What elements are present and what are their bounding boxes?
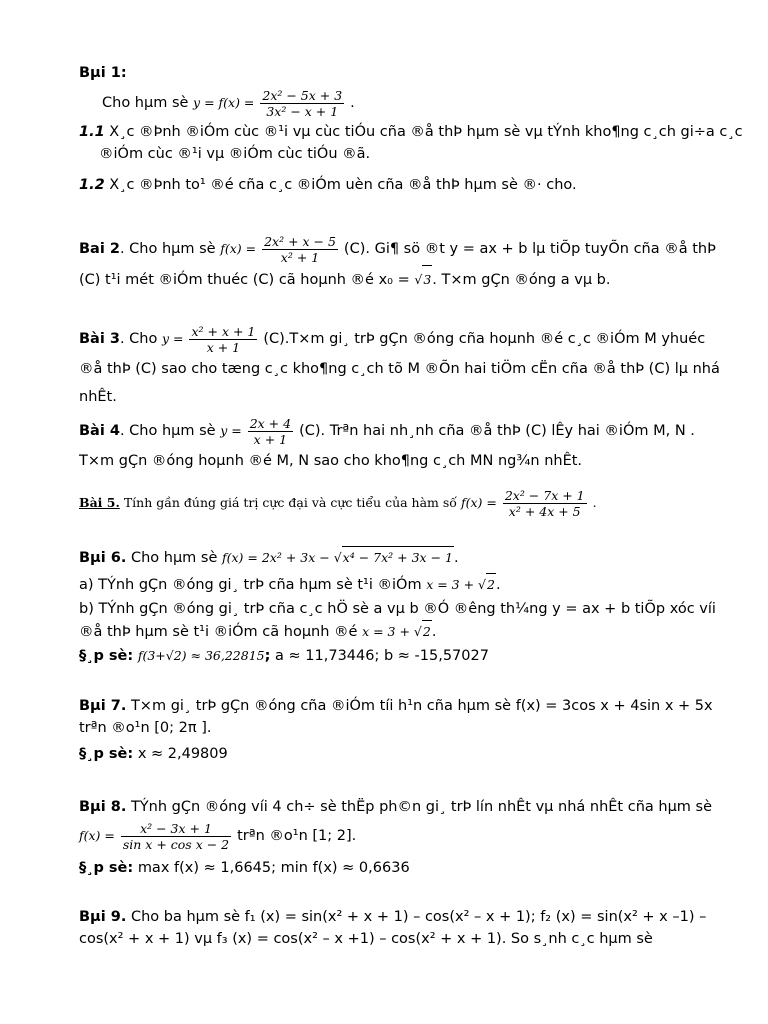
answer-separator: ; (264, 648, 271, 664)
problem-5-heading: Bài 5. (79, 495, 120, 510)
sqrt-radicand: x⁴ − 7x² + 3x − 1 (342, 546, 454, 569)
problem-1-statement (102, 88, 722, 119)
formula-lhs: y = (220, 423, 242, 438)
formula-lhs: f(x) = (79, 828, 115, 843)
statement-end: . (350, 95, 355, 111)
answer-label: §¸p sè: (79, 746, 134, 762)
point-expression: x = 3 + (362, 624, 410, 639)
part-b-text: b) TÝnh gÇn ®óng gi¸ trÞ cña c¸c hÖ sè a vµ b ®Ó ®êng th¼ng y = ax + b tiÕp xóc víi ®å thÞ hµm sè t¹i ®iÓm cã hoµnh ®é (79, 601, 716, 640)
answer-values: x ≈ 2,49809 (137, 746, 228, 762)
question-number: 1.1 (79, 124, 105, 140)
statement-end: . (592, 495, 597, 510)
problem-8 (79, 793, 727, 852)
problem-3-formula (161, 324, 263, 355)
answer-values: max f(x) ≈ 1,6645; min f(x) ≈ 0,6636 (137, 860, 410, 876)
question-text: X¸c ®Þnh ®iÓm cùc ®¹i vµ cùc tiÓu cña ®å thÞ hµm sè vµ tÝnh kho¶ng c¸ch gi÷a c¸c ®iÓm cùc ®¹i vµ ®iÓm cùc tiÓu ®ã. (99, 124, 743, 162)
fraction-denominator: sin x + cos x − 2 (122, 837, 230, 852)
problem-8-heading: Bµi 8. (79, 799, 127, 815)
formula-lhs: f(x) = (460, 495, 497, 510)
part-a-text: a) TÝnh gÇn ®óng gi¸ trÞ cña hµm sè t¹i ®iÓm (79, 577, 422, 593)
problem-8-text: TÝnh gÇn ®óng víi 4 ch÷ sè thËp ph©n gi¸ trÞ lín nhÊt vµ nhá nhÊt cña hµm sè (130, 799, 713, 815)
fraction-numerator: x² + x + 1 (191, 324, 256, 339)
problem-6-heading: Bµi 6. (79, 550, 127, 566)
problem-5 (79, 488, 727, 519)
point-expression: x = 3 + (426, 577, 475, 592)
formula-lhs: f(x) = (220, 241, 257, 256)
problem-7 (79, 695, 727, 739)
problem-9-text: Cho ba hµm sè f₁ (x) = sin(x² + x + 1) – cos(x² – x + 1); f₂ (x) = sin(x² + x –1) – cos(x² + x + 1) vµ f₃ (x) = cos(x² – x +1) – cos(x² + x + 1). So s¸nh c¸c hµm sè (79, 909, 707, 947)
problem-2-text: . T×m gÇn ®óng a vµ b. (432, 272, 611, 288)
statement-end: . (431, 624, 437, 640)
formula-fraction (503, 488, 587, 519)
part-b-point: x = 3 + √2 (362, 624, 432, 639)
answer-label: §¸p sè: (79, 648, 134, 664)
problem-1-question-1 (79, 121, 747, 165)
problem-6-part-b (79, 598, 727, 643)
problem-2-text: (C). Gi¶ sö ®t y = ax + b lµ tiÕp tuyÕn cña ®å thÞ (C) t¹i mét ®iÓm thuéc (C) cã hoµnh ®é x₀ = (79, 241, 716, 288)
sqrt-radicand: 2 (486, 573, 496, 596)
problem-2-text: . Cho hµm sè (119, 241, 216, 257)
formula-lhs: y = (161, 331, 184, 346)
problem-6-answer (79, 645, 727, 667)
problem-5-text: Tính gần đúng giá trị cực đại và cực tiểu của hàm số (123, 495, 457, 510)
problem-1-intro: Cho hµm sè (102, 95, 189, 111)
formula-fraction (260, 88, 344, 119)
formula-fraction (248, 416, 293, 447)
problem-6-part-a (79, 573, 727, 596)
problem-6-text: Cho hµm sè (130, 550, 218, 566)
fraction-numerator: x² − 3x + 1 (121, 821, 231, 837)
fraction-numerator: 2x² − 7x + 1 (504, 488, 585, 503)
problem-3-heading: Bài 3 (79, 331, 120, 347)
sqrt-radicand: 2 (422, 620, 432, 643)
part-a-point: x = 3 + √2 (426, 577, 496, 592)
problem-7-answer (79, 743, 727, 765)
problem-3-text: . Cho (119, 331, 158, 347)
problem-1 (79, 62, 727, 84)
problem-9-heading: Bµi 9. (79, 909, 127, 925)
problem-4-heading: Bài 4 (79, 423, 120, 439)
fraction-denominator: x² + 4x + 5 (508, 504, 581, 519)
problem-1-question-2 (79, 174, 727, 196)
problem-6-formula: f(x) = 2x² + 3x − √x⁴ − 7x² + 3x − 1 (222, 550, 454, 565)
problem-4-formula (220, 416, 299, 447)
formula-fraction (121, 821, 231, 852)
formula-lhs: y = f(x) = (193, 95, 255, 110)
statement-end: . (453, 550, 459, 566)
problem-8-text: trªn ®o¹n [1; 2]. (237, 828, 357, 844)
fraction-numerator: 2x² + x − 5 (264, 234, 336, 249)
formula-fraction (262, 234, 338, 265)
problem-1-formula (193, 88, 350, 119)
question-text: X¸c ®Þnh to¹ ®é cña c¸c ®iÓm uèn cña ®å thÞ hµm sè ®· cho. (109, 177, 577, 193)
sqrt-expression: √3 (414, 272, 432, 287)
fraction-denominator: x + 1 (206, 340, 241, 355)
sqrt-radicand: 3 (422, 265, 432, 294)
problem-5-formula (460, 488, 593, 519)
problem-4 (79, 416, 727, 475)
problem-7-heading: Bµi 7. (79, 698, 127, 714)
problem-6 (79, 546, 727, 569)
problem-4-text: . Cho hµm sè (119, 423, 216, 439)
fraction-denominator: x + 1 (253, 432, 288, 447)
formula-lhs: f(x) = 2x² + 3x − (221, 550, 330, 565)
problem-8-formula (79, 821, 237, 852)
problem-1-heading: Bµi 1: (79, 65, 127, 81)
problem-7-text: T×m gi¸ trÞ gÇn ®óng cña ®iÓm tíi h¹n cña hµm sè f(x) = 3cos x + 4sin x + 5x trªn ®o¹n [0; 2π ]. (79, 698, 713, 736)
problem-9 (79, 906, 727, 950)
problem-4-text: (C). Trªn hai nh¸nh cña ®å thÞ (C) lÊy hai ®iÓm M, N . T×m gÇn ®óng hoµnh ®é M, N sao cho kho¶ng c¸ch MN ng¾n nhÊt. (79, 423, 695, 469)
problem-3 (79, 324, 727, 411)
problem-8-answer (79, 857, 727, 879)
problem-2-heading: Bai 2 (79, 241, 120, 257)
statement-end: . (495, 577, 501, 593)
problem-2-formula (220, 234, 344, 265)
answer-expression: f(3+√2) ≈ 36,22815 (137, 648, 265, 663)
answer-values: a ≈ 11,73446; b ≈ -15,57027 (275, 648, 489, 664)
fraction-denominator: x² + 1 (280, 250, 320, 265)
fraction-denominator: 3x² − x + 1 (266, 104, 339, 119)
formula-fraction (189, 324, 257, 355)
answer-label: §¸p sè: (79, 860, 134, 876)
question-number: 1.2 (79, 177, 105, 193)
problem-2 (79, 234, 727, 294)
problem-3-text: (C).T×m gi¸ trÞ gÇn ®óng cña hoµnh ®é c¸c ®iÓm M yhuéc ®å thÞ (C) sao cho tæng c¸c kho¶ng c¸ch tõ M ®Õn hai tiÖm cËn cña ®å thÞ (C) lµ nhá nhÊt. (79, 331, 720, 405)
fraction-numerator: 2x + 4 (249, 416, 292, 431)
fraction-numerator: 2x² − 5x + 3 (262, 88, 343, 103)
